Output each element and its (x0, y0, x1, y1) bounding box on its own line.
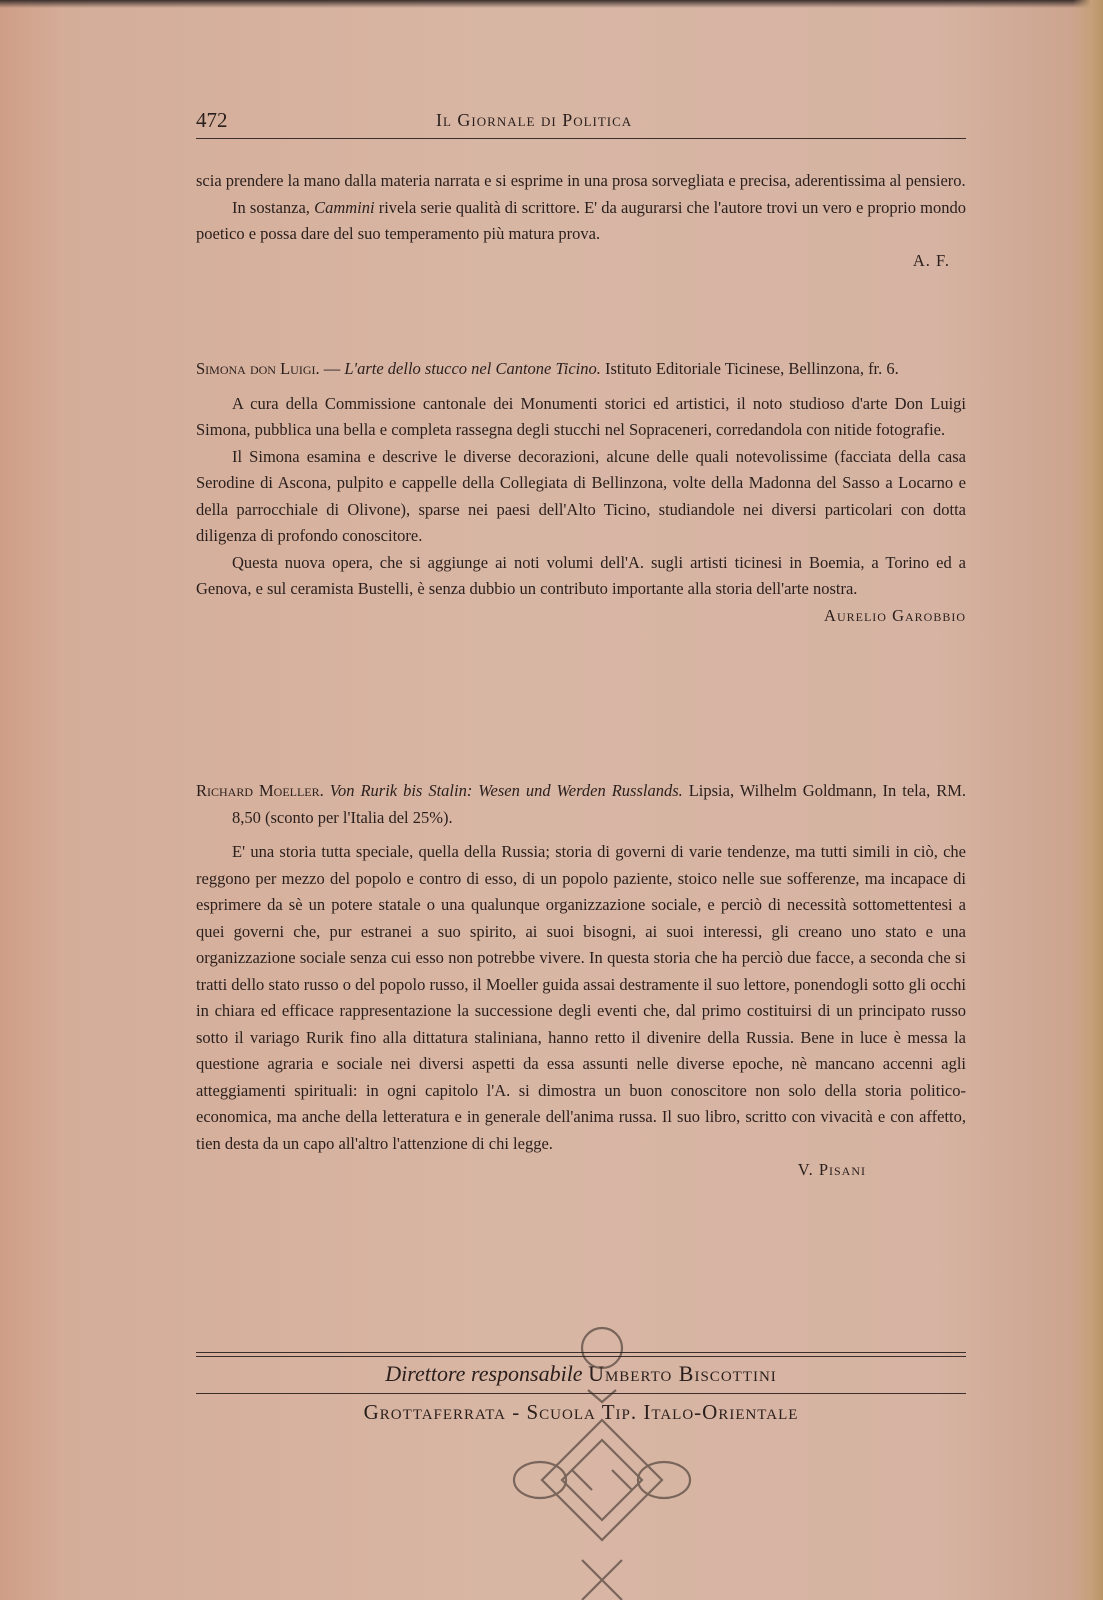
bibliographic-entry: Simona don Luigi. — L'arte dello stucco nel Cantone Ticino. Istituto Editoriale Ticinese, Bellinzona, fr. 6. (196, 359, 899, 378)
journal-title: Il Giornale di Politica (436, 110, 633, 130)
review-signature: A. F. (912, 250, 950, 270)
review1-paragraph: In sostanza, Cammini rivela serie qualità di scrittore. E' da augurarsi che l'autore trovi un vero e proprio mondo poetico e possa dare del suo temperamento più matura prova. (196, 197, 966, 243)
library-stamp-icon (502, 1320, 702, 1600)
page-edge-shadow (1073, 0, 1103, 1600)
book-publisher: Lipsia, Wilhelm Goldmann, In tela, RM. 8,50 (sconto per l'Italia del 25%). (232, 781, 966, 827)
review-cammini (196, 168, 966, 274)
book-publisher: Istituto Editoriale Ticinese, Bellinzona, fr. 6. (600, 359, 899, 378)
review2-paragraph: Questa nuova opera, che si aggiunge ai noti volumi dell'A. sugli artisti ticinesi in Boemia, a Torino ed a Genova, e sul ceramista Bustelli, è senza dubbio un contributo importante alla storia dell'arte nostra. (196, 552, 966, 598)
review2-paragraph: Il Simona esamina e descrive le diverse decorazioni, alcune delle quali notevolissime (facciata della casa Serodine di Ascona, pulpito e cappelle della Collegiata di Bellinzona, volte della Madonna del Sasso a Locarno e della parrocchiale di Olivone), sparse nei paesi dell'Alto Ticino, studiandole nei diversi particolari con dotta diligenza di profondo conoscitore. (196, 446, 966, 545)
book-author: Simona don Luigi. (196, 359, 320, 378)
review1-paragraph: scia prendere la mano dalla materia narrata e si esprime in una prosa sorvegliata e precisa, aderentissima al pensiero. (196, 171, 966, 190)
book-title: Von Rurik bis Stalin: Wesen und Werden Russlands. (329, 781, 683, 800)
bibliographic-entry (196, 778, 966, 831)
director-label: Direttore responsabile (385, 1361, 583, 1386)
running-head (196, 108, 966, 139)
review2-paragraph: A cura della Commissione cantonale dei Monumenti storici ed artistici, il noto studioso d'arte Don Luigi Simona, pubblica una bella e completa rassegna degli stucchi nel Sopraceneri, corredandola con nitide fotografie. (196, 393, 966, 439)
review-moeller (196, 778, 966, 1184)
page-number: 472 (196, 108, 228, 132)
review3-paragraph: E' una storia tutta speciale, quella della Russia; storia di governi di varie tendenze, ma tutti simili in ciò, che reggono per mezzo del popolo e contro di esso, di un popolo paziente, stoico nelle sue sofferenze, ma incapace di esprimere da sè un potere statale o una qualunque organizzazione sociale, e perciò di necessità sottomettentesi a quei governi che, pur estranei a suo spirito, ai suoi bisogni, ai suoi interessi, gli creano uno stato e una organizzazione sociale senza cui esso non potrebbe vivere. In questa storia che ha perciò due facce, a seconda che si tratti dello stato russo o del popolo russo, il Moeller guida assai destramente il suo lettore, ponendogli sotto gli occhi in chiara ed efficace rappresentazione la successione degli eventi che, dal primo costituirsi di un principato russo sotto il variago Rurik fino alla dittatura staliniana, hanno retto il divenire della Russia. Bene in luce è messa la questione agraria e sociale nei diversi aspetti da essa assunti nelle diverse epoche, nè mancano accenni agli atteggiamenti spirituali: in ogni capitolo l'A. si dimostra un buon conoscitore non solo della storia politico-economica, ma anche della letteratura e in generale dell'anima russa. Il suo libro, scritto con vivacità e con affetto, tien desta da un capo all'altro l'attenzione di chi legge. (196, 842, 966, 1153)
book-title: L'arte dello stucco nel Cantone Ticino. (344, 359, 601, 378)
review-signature: V. Pisani (797, 1160, 866, 1179)
review-signature: Aurelio Garobbio (824, 605, 966, 625)
review-simona (196, 356, 966, 629)
printer-line: Grottaferrata - Scuola Tip. Italo-Orientale (363, 1400, 799, 1424)
book-author: Richard Moeller. (196, 781, 324, 800)
director-name: Umberto Biscottini (588, 1361, 777, 1386)
book-title: Cammini (314, 197, 375, 217)
